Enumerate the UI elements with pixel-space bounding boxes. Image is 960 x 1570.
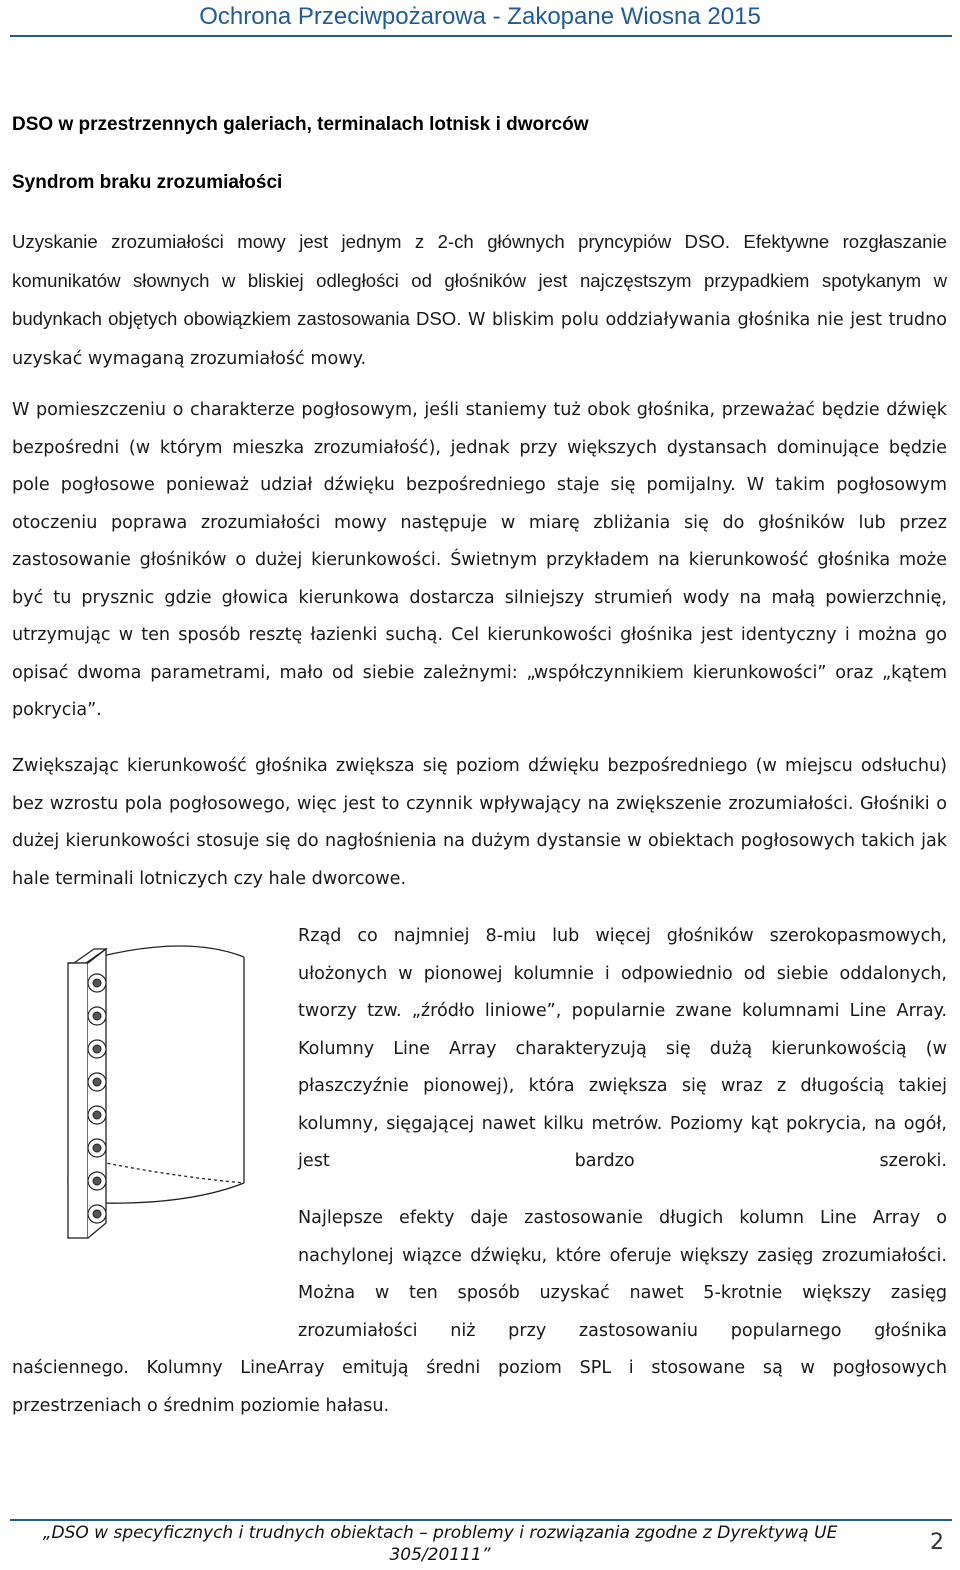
paragraph-best-effects-part-2: naściennego. Kolumny LineArray emitują średni poziom SPL i stosowane są w pogłosowych przestrzeniach o średnim poziomie hałasu. [12,1358,947,1416]
section-heading: DSO w przestrzennych galeriach, terminalach lotnisk i dworców [12,114,589,135]
paragraph-reverberation: W pomieszczeniu o charakterze pogłosowym, jeśli staniemy tuż obok głośnika, przeważać będzie dźwięk bezpośredni (w którym mieszka zrozumiałość), jednak przy większych dystansach dominujące będzie pole pogłosowe ponieważ udział dźwięku bezpośredniego staje się pomijalny. W takim pogłosowym otoczeniu poprawa zrozumiałości mowy następuje w miarę zbliżania się do głośników lub przez zastosowanie głośników o dużej kierunkowości. Świetnym przykładem na kierunkowość głośnika może być tu prysznic gdzie głowica kierunkowa dostarcza silniejszy strumień wody na małą powierzchnię, utrzymując w ten sposób resztę łazienki suchą. Cel kierunkowości głośnika jest identyczny i można go opisać dwoma parametrami, mało od siebie zależnymi: „współczynnikiem kierunkowości” oraz „kątem pokrycia”. [12,400,947,720]
page-header-title: Ochrona Przeciwpożarowa - Zakopane Wiosna 2015 [199,3,761,30]
footer-title-line-2: 305/20111” [389,1545,491,1565]
footer-title-line-1: „DSO w specyficznych i trudnych obiektach – problemy i rozwiązania zgodne z Dyrektywą UE [42,1523,838,1543]
paragraph-directivity: Zwiększając kierunkowość głośnika zwiększa się poziom dźwięku bezpośredniego (w miejscu odsłuchu) bez wzrostu pola pogłosowego, więc jest to czynnik wpływający na zwiększenie zrozumiałości. Głośniki o dużej kierunkowości stosuje się do nagłośnienia na dużym dystansie w obiektach pogłosowych takich jak hale terminali lotniczych czy hale dworcowe. [12,756,947,889]
page-number: 2 [930,1530,944,1555]
paragraph-intro-part-2: W bliskim polu oddziaływania głośnika nie jest trudno uzyskać wymaganą zrozumiałość mowy. [12,310,947,369]
footer-document-title [40,1522,840,1566]
line-array-speaker-illustration [38,935,266,1265]
subsection-heading: Syndrom braku zrozumiałości [12,172,283,193]
paragraph-intro-part-1: Uzyskanie zrozumiałości mowy jest jednym z 2-ch głównych pryncypiów DSO. Efektywne rozgłaszanie komunikatów słownych w bliskiej odległości od głośników jest najczęstszym przypadkiem spotykanym w budynkach objętych obowiązkiem zastosowania DSO. [12,231,947,329]
paragraph-best-effects-part-1: Najlepsze efekty daje zastosowanie długich kolumn Line Array o nachylonej wiązce dźwięku, które oferuje większy zasięg zrozumiałości. Można w ten sposób uzyskać nawet 5-krotnie większy zasięg zrozumiałości niż przy zastosowaniu popularnego głośnika [298,1208,947,1341]
footer-divider [10,1519,952,1521]
paragraph-intro [12,223,947,378]
paragraph-line-array: Rząd co najmniej 8-miu lub więcej głośników szerokopasmowych, ułożonych w pionowej kolumnie i odpowiednio od siebie oddalonych, tworzy tzw. „źródło liniowe”, popularnie zwane kolumnami Line Array. Kolumny Line Array charakteryzują się dużą kierunkowością (w płaszczyźnie pionowej), która zwiększa się wraz z długością takiej kolumny, sięgającej nawet kilku metrów. Poziomy kąt pokrycia, na ogół, jest bardzo szeroki. [298,926,947,1171]
header-divider [10,35,952,37]
